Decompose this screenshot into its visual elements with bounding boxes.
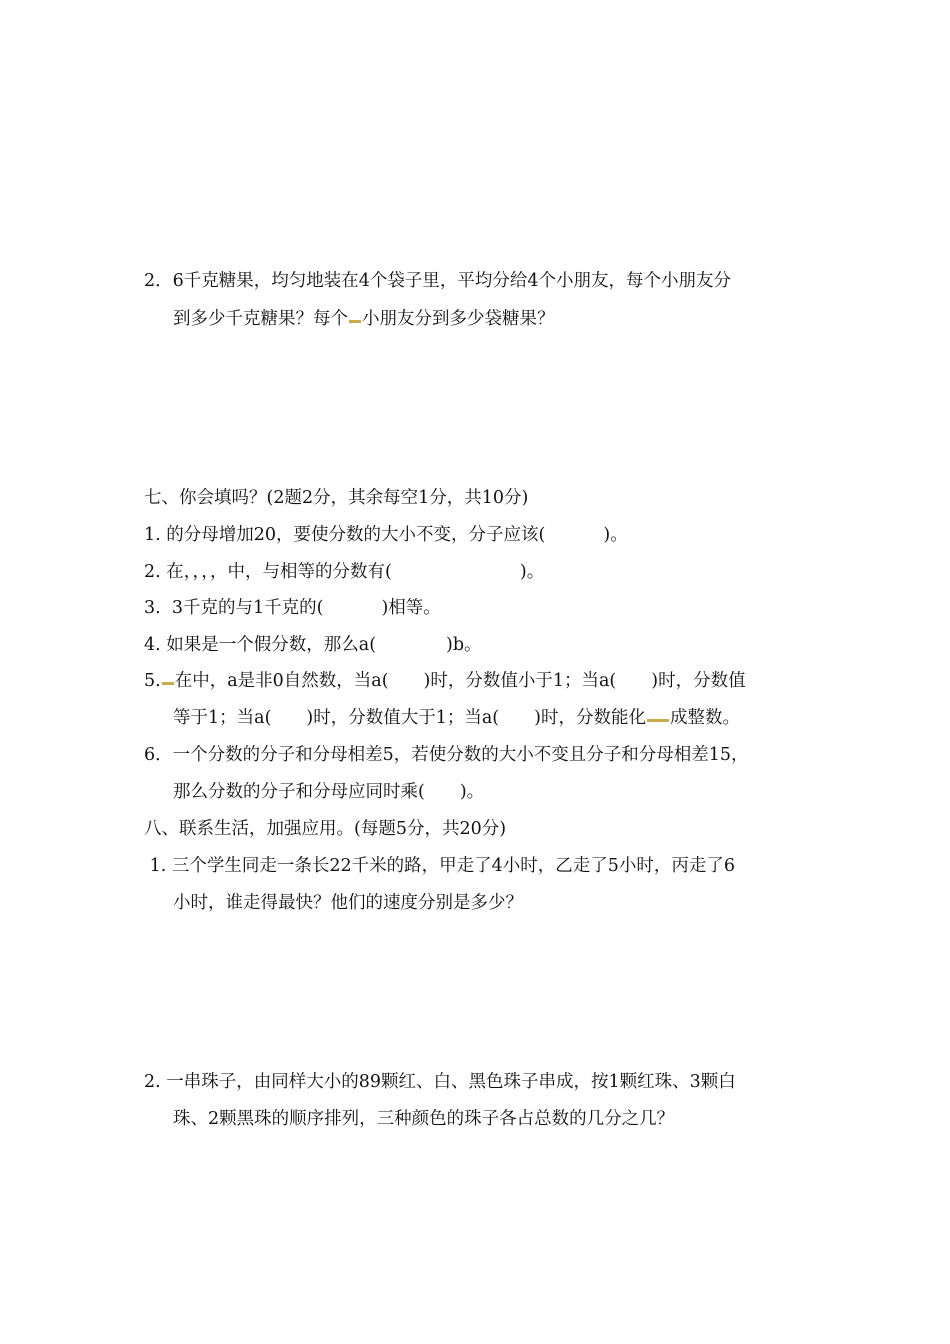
q7-5-text-c: 成整数。	[669, 708, 740, 728]
q7-6-line-2: 那么分数的分子和分母应同时乘( )。	[173, 782, 485, 802]
q7-5-text-a: 在中，a是非0自然数，当a( )时，分数值小于1；当a( )时，分数值	[174, 671, 746, 691]
highlight-mark	[349, 320, 361, 323]
q7-1: 1. 的分母增加20，要使分数的大小不变，分子应该( )。	[144, 525, 628, 545]
q6-2-line-1: 2．6千克糖果，均匀地装在4个袋子里，平均分给4个小朋友，每个小朋友分	[144, 271, 732, 291]
highlight-mark	[647, 719, 669, 722]
q8-1-line-1: 1. 三个学生同走一条长22千米的路，甲走了4小时，乙走了5小时，丙走了6	[144, 856, 735, 876]
q7-5-line-2	[173, 707, 740, 729]
section-7-heading: 七、你会填吗？(2题2分，其余每空1分，共10分)	[144, 488, 529, 508]
q7-5-text-b: 等于1；当a( )时，分数值大于1；当a( )时，分数能化	[173, 708, 646, 728]
highlight-mark	[162, 682, 174, 685]
q6-2-text-a: 到多少千克糖果？每个	[173, 309, 348, 329]
q7-6-line-1: 6．一个分数的分子和分母相差5，若使分数的大小不变且分子和分母相差15，	[144, 745, 749, 765]
q7-4: 4. 如果是一个假分数，那么a( )b。	[144, 635, 482, 655]
q8-1-line-2: 小时，谁走得最快？他们的速度分别是多少？	[173, 893, 523, 913]
q7-3: 3. 3千克的与1千克的( )相等。	[144, 598, 441, 618]
q7-5-line-1	[144, 670, 746, 692]
q7-2: 2. 在，，，，中，与相等的分数有( )。	[144, 562, 545, 582]
q7-5-number: 5.	[144, 671, 161, 691]
q6-2-text-b: 小朋友分到多少袋糖果？	[362, 309, 555, 329]
q8-2-line-1: 2. 一串珠子，由同样大小的89颗红、白、黑色珠子串成，按1颗红珠、3颗白	[144, 1072, 736, 1092]
q6-2-line-2	[173, 308, 555, 330]
section-8-heading: 八、联系生活，加强应用。(每题5分，共20分)	[144, 819, 507, 839]
q8-2-line-2: 珠、2颗黑珠的顺序排列，三种颜色的珠子各占总数的几分之几？	[173, 1109, 675, 1129]
